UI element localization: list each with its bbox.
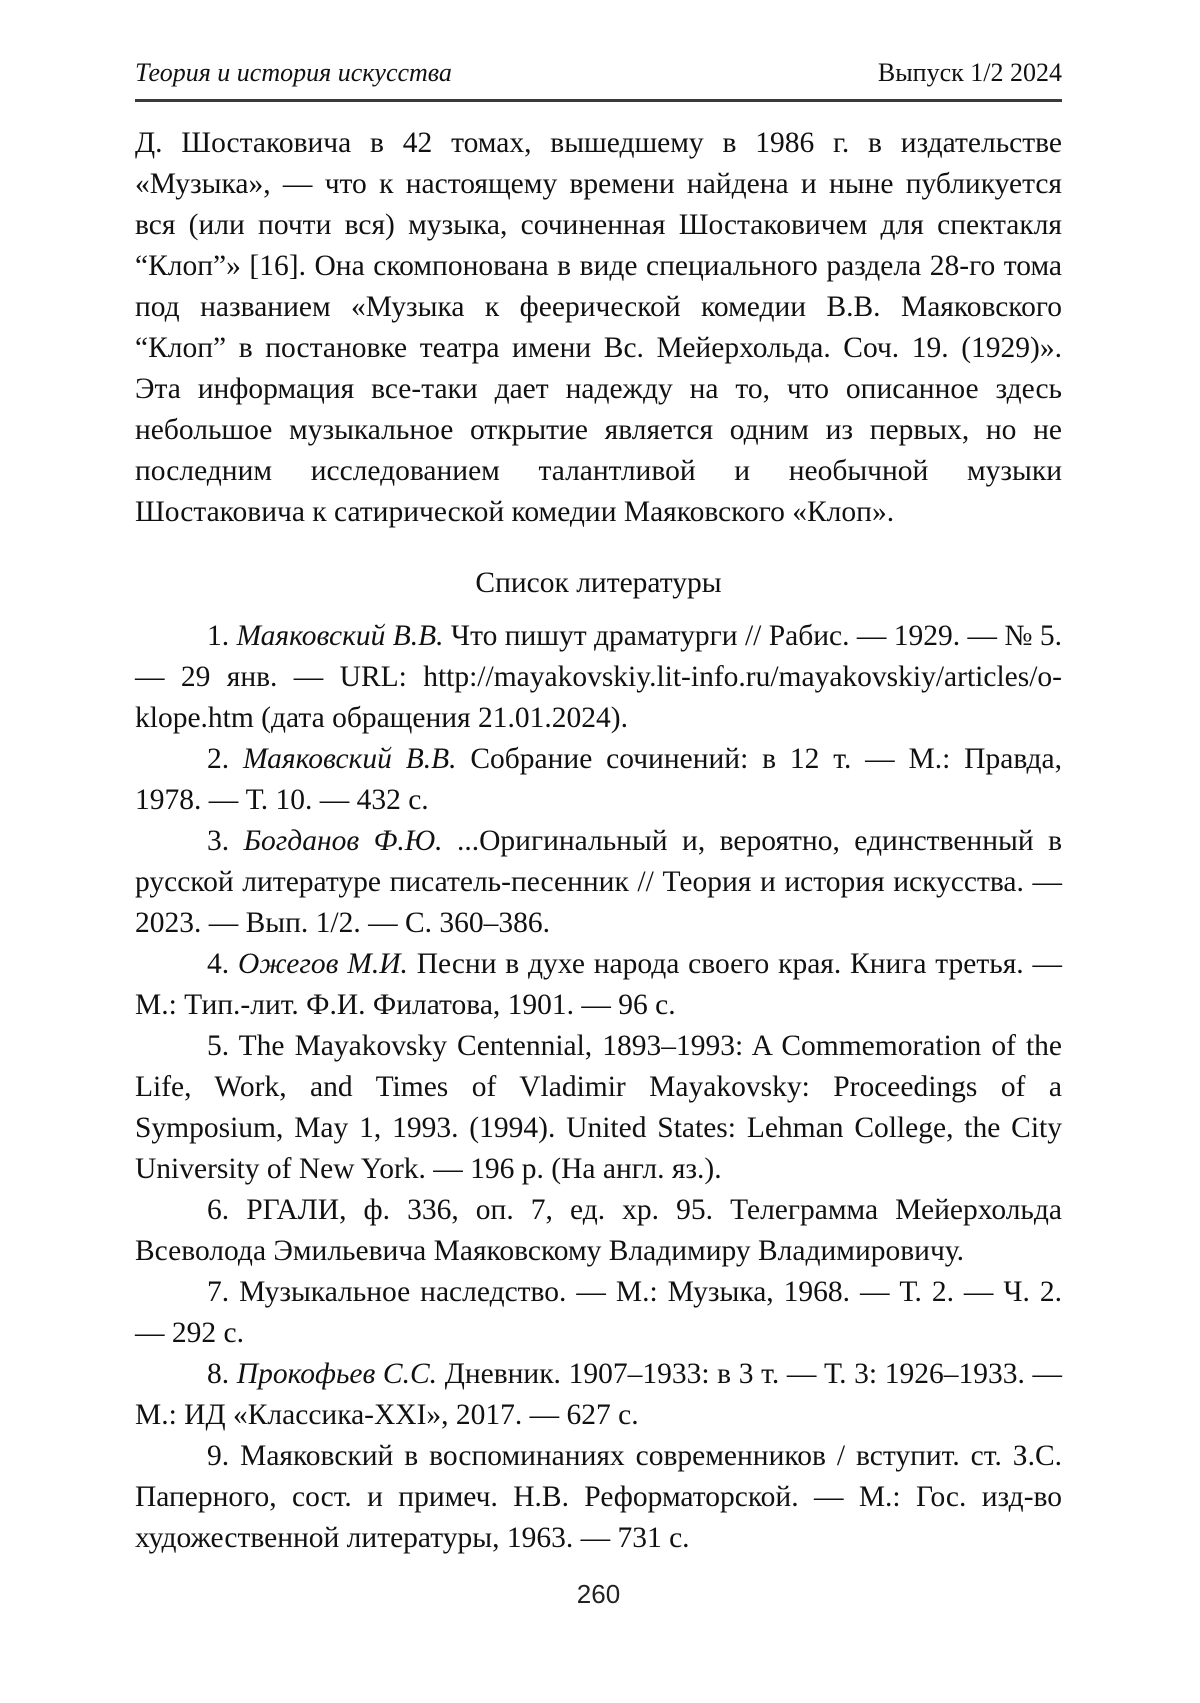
reference-item: [135, 739, 1062, 821]
reference-text: Собрание сочинений: в 12 т. — М.: Правда, 1978. — Т. 10. — 432 с.: [135, 743, 1062, 816]
reference-author-italic: Прокофьев С.С.: [236, 1358, 438, 1390]
reference-text: Песни в духе народа своего края. Книга третья. — М.: Тип.-лит. Ф.И. Филатова, 1901. — 96 с.: [135, 948, 1062, 1021]
reference-item: [135, 1354, 1062, 1436]
reference-text: Что пишут драматурги // Рабис. — 1929. — № 5. — 29 янв. — URL: http://mayakovskiy.lit-info.ru/mayakovskiy/articles/o-klope.htm (дата обращения 21.01.2024).: [135, 620, 1063, 734]
journal-title: Теория и история искусства: [135, 58, 452, 87]
reference-item: [135, 616, 1062, 739]
reference-list: [135, 616, 1062, 1559]
reference-item: [135, 1026, 1062, 1190]
running-header: [135, 56, 1062, 102]
reference-author-italic: Маяковский В.В.: [236, 620, 444, 652]
reference-item: [135, 944, 1062, 1026]
reference-text: 7. Музыкальное наследство. — М.: Музыка, 1968. — Т. 2. — Ч. 2. — 292 с.: [135, 1276, 1062, 1349]
reference-item: [135, 1190, 1062, 1272]
reference-text: ...Оригинальный и, вероятно, единственный в русской литературе писатель-песенник // Теория и история искусства. — 2023. — Вып. 1/2. — С. 360–386.: [135, 825, 1063, 939]
reference-text: 3.: [207, 825, 244, 857]
reference-text: 6. РГАЛИ, ф. 336, оп. 7, ед. хр. 95. Телеграмма Мейерхольда Всеволода Эмильевича Маяковскому Владимиру Владимировичу.: [135, 1194, 1062, 1267]
body-paragraph: Д. Шостаковича в 42 томах, вышедшему в 1986 г. в издательстве «Музыка», — что к настоящему времени найдена и ныне публикуется вся (или почти вся) музыка, сочиненная Шостаковичем для спектакля “Клоп”» [16]. Она скомпонована в виде специального раздела 28-го тома под названием «Музыка к феерической комедии В.В. Маяковского “Клоп” в постановке театра имени Вс. Мейерхольда. Соч. 19. (1929)». Эта информация все-таки дает надежду на то, что описанное здесь небольшое музыкальное открытие является одним из первых, но не последним исследованием талантливой и необычной музыки Шостаковича к сатирической комедии Маяковского «Клоп».: [135, 127, 1062, 528]
reference-text: 8.: [207, 1358, 237, 1390]
reference-item: [135, 1272, 1062, 1354]
reference-text: 9. Маяковский в воспоминаниях современников / вступит. ст. З.С. Паперного, сост. и примеч. Н.В. Реформаторской. — М.: Гос. изд-во художественной литературы, 1963. — 731 с.: [135, 1440, 1062, 1554]
reference-item: [135, 821, 1062, 944]
reference-text: Дневник. 1907–1933: в 3 т. — Т. 3: 1926–1933. — М.: ИД «Классика-XXI», 2017. — 627 с.: [135, 1358, 1062, 1431]
reference-text: 5. The Mayakovsky Centennial, 1893–1993: A Commemoration of the Life, Work, and Times of Vladimir Mayakovsky: Proceedings of a Symposium, May 1, 1993. (1994). United States: Lehman College, the City University of New York. — 196 p. (На англ. яз.).: [135, 1030, 1062, 1185]
reference-text: 4.: [207, 948, 238, 980]
references-heading: Список литературы: [475, 567, 722, 599]
reference-author-italic: Ожегов М.И.: [237, 948, 408, 980]
issue-label: Выпуск 1/2 2024: [877, 58, 1062, 87]
reference-author-italic: Маяковский В.В.: [242, 743, 457, 775]
reference-author-italic: Богданов Ф.Ю.: [243, 825, 443, 857]
page-number: 260: [576, 1579, 621, 1609]
reference-text: 2.: [207, 743, 243, 775]
reference-item: [135, 1436, 1062, 1559]
reference-text: 1.: [207, 620, 237, 652]
